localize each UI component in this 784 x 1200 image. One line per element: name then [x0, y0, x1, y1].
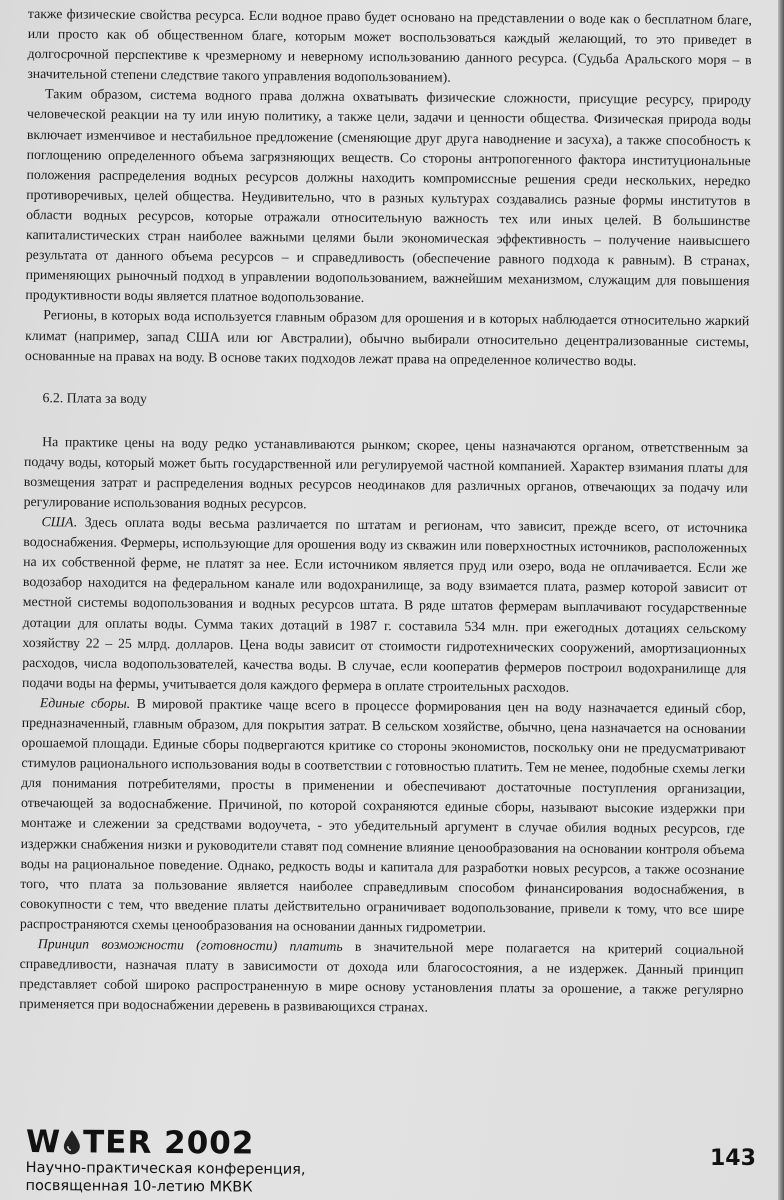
paragraph-flat-fees-lead: Единые сборы. — [39, 695, 131, 711]
paragraph-ability-to-pay-lead: Принцип возможности (готовности) платить — [37, 936, 343, 954]
water-2002-logo — [26, 1126, 306, 1160]
paragraph-water-law-system: Таким образом, система водного права должна охватывать физические сложности, присущие ресурсу, природу человеческой реакции на ту или иную политику, а также цели, задачи и ценности общества. Физическая природа воды включает изменчивое и нестабильное предложение (сменяющие друг друга наводнение и засуха), а также способность к поглощению определенного объема загрязняющих веществ. Со стороны антропогенного фактора институциональные положения распределения водных ресурсов должны находить компромиссные решения среди нескольких, нередко противоречивых, целей общества. Неудивительно, что в разных культурах создавались разные формы институтов в области водных ресурсов, которые отражали относительную важность тех или иных целей. В большинстве капиталистических стран наиболее важными целями были экономическая эффективность – получение наивысшего результата от данного объема ресурсов – и справедливость (обеспечение равного подхода к равным). В странах, применяющих рыночный подход в управлении водопользованием, важнейшим механизмом, служащим для повышения продуктивности воды является платное водопользование. — [25, 86, 752, 306]
page-edge-shadow — [778, 0, 784, 1200]
paragraph-regions: Регионы, в которых вода используется главным образом для орошения и в которых наблюдается относительно жаркий климат (например, запад США или юг Австралии), обычно выбирали относительно децентрализованные системы, основанные на правах на воду. В основе таких подходов лежат права на определенное количество воды. — [24, 307, 750, 368]
paragraph-usa-body: . Здесь оплата воды весьма различается по штатам и регионам, что зависит, прежде всего, от источника водоснабжения. Фермеры, использующие для орошения воду из скважин или поверхностных источников, расположенных на их собственной ферме, не платят за нее. Если источником является пруд или озеро, вода не оплачивается. Если же водозабор находится на федеральном канале или водохранилище, за воду взимается плата, размер которой зависит от местной системы водопользования и водных ресурсов штата. В ряде штатов фермерам выплачивают государственные дотации для оплаты воды. Сумма таких дотаций в 1987 г. составила 534 млн. при ежегодных дотациях сельскому хозяйству 22 – 25 млрд. долларов. Цена воды зависит от стоимости гидротехнических сооружений, амортизационных расходов, числа водопользователей, качества воды. В случае, если кооператив фермеров построил водохранилище для подачи воды на фермы, учитывается доля каждого фермера в оплате строительных расходов. — [22, 514, 748, 695]
body-text — [19, 4, 752, 1021]
page-number: 143 — [710, 1146, 756, 1171]
paragraph-flat-fees — [20, 693, 746, 940]
paragraph-flat-fees-body: В мировой практике чаще всего в процессе формирования цен на воду назначается единый сбор, предназначенный, главным образом, для покрытия затрат. В сельском хозяйстве, обычно, цена назначается на основании орошаемой площади. Единые сборы подвергаются критике со стороны экономистов, поскольку они не предусматривают стимулов рационального использования воды в соответствии с готовностью платить. Тем не менее, подобные схемы легки для понимания потребителями, просты в применении и обеспечивают достаточные поступления организации, отвечающей за водоснабжение. Причиной, по которой сохраняются единые сборы, называют высокие издержки при монтаже и слежении за средствами водоучета, - это убедительный аргумент в случае обилия водных ресурсов, где издержки снабжения низки и руководители ставят под сомнение влияние ценообразования на основании контроля объема воды на рациональное поведение. Однако, редкость воды и капитала для разработки новых ресурсов, а также осознание того, что плата за пользование является наиболее справедливым способом финансирования водоснабжения, в совокупности с тем, что введение платы действительно ограничивает водопользование, привели к тому, что все шире распространяются схемы ценообразования на основании данных гидрометрии. — [19, 695, 746, 935]
logo-letter-w: W — [25, 1124, 62, 1161]
section-heading: 6.2. Плата за воду — [42, 389, 148, 406]
paragraph-usa-lead: США — [41, 514, 74, 530]
paragraph-ability-to-pay-body: в значительной мере полагается на критерий социальной справедливости, назначая плату в зависимости от дохода или благосостояния, а не издержек. Данный принцип представляет собой широко распространенную в мире основу установления платы за орошение, а также регулярно применяется при водоснабжении деревень в развивающихся странах. — [19, 938, 744, 1015]
paragraph-ability-to-pay — [19, 934, 744, 1021]
paragraph-usa — [22, 512, 748, 699]
footer — [26, 1126, 306, 1196]
conference-subtitle-line1: Научно-практическая конференция, — [25, 1159, 306, 1178]
paragraph-continuation: также физические свойства ресурса. Если водное право будет основано на представлении о воде как о бесплатном благе, или просто как об общественном благе, которым может воспользоваться каждый желающий, то это приведет в долгосрочной перспективе к чрезмерному и неверному использованию данного ресурса. (Судьба Аральского моря – в значительной степени следствие такого управления водопользованием). — [27, 5, 752, 85]
water-drop-icon — [62, 1129, 82, 1155]
conference-subtitle-line2: посвященная 10-летию МКВК — [25, 1177, 253, 1196]
paragraph-market-prices: На практике цены на воду редко устанавливаются рынком; скорее, цены назначаются органом, ответственным за подачу воды, который может быть государственной или регулируемой частной компанией. Характер взимания платы для возмещения затрат и распределения водных ресурсов неодинаков для различных органов, отвечающих за подачу или регулирование использования водных ресурсов. — [23, 433, 749, 512]
logo-text: TER 2002 — [82, 1124, 255, 1162]
